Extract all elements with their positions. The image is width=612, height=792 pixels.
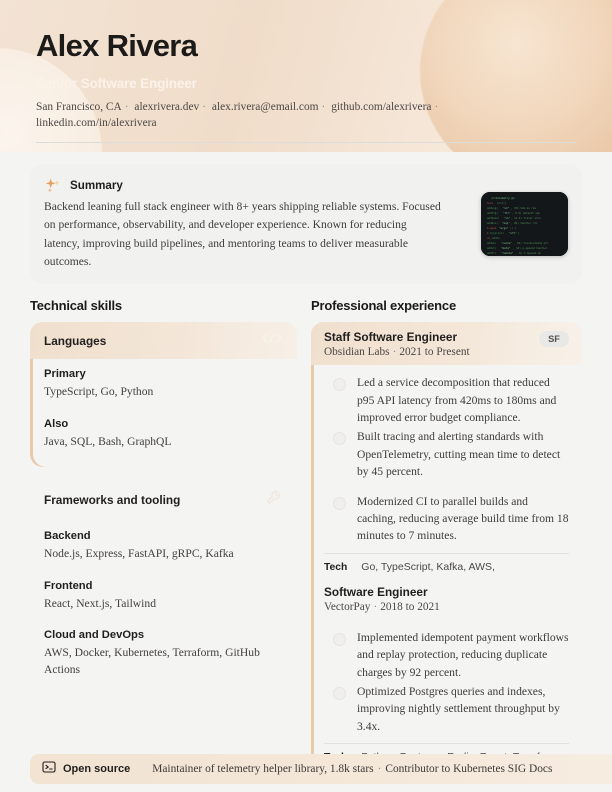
skill-group-value: Node.js, Express, FastAPI, gRPC, Kafka (44, 546, 234, 560)
job-dates: 2021 to Present (399, 346, 470, 359)
skill-group-value: Java, SQL, Bash, GraphQL (44, 435, 172, 449)
header-divider (36, 142, 576, 143)
svg-text:, 64) tracks/deduq ptr: , 64) tracks/deduq ptr (514, 241, 549, 245)
skill-group (44, 368, 283, 401)
experience-card (311, 322, 582, 773)
technical-skills-column (30, 298, 297, 773)
open-source-label: Open source (63, 763, 131, 775)
svg-text:addLog(: addLog( (487, 206, 498, 210)
svg-text:() }: () } (510, 226, 517, 230)
list-item: Modernized CI to parallel builds and caching, reducing average build time from 18 minutes to 7 minutes. (324, 493, 569, 545)
skill-group-label: Primary (44, 368, 86, 381)
svg-text:func: func (487, 201, 494, 205)
summary-card (30, 164, 582, 284)
job-bullet-list (311, 365, 582, 545)
code-brackets-icon (261, 331, 283, 350)
svg-text:"exp": "exp" (502, 221, 510, 225)
contact-location: San Francisco, CA (36, 100, 122, 113)
skill-group-label: Also (44, 418, 69, 431)
svg-text:addLb(: addLb( (487, 241, 497, 245)
open-source-footer (30, 754, 612, 784)
list-item: Built tracing and alerting standards with OpenTelemetry, cutting mean time to detect by 45 percent. (324, 428, 569, 480)
skill-group (44, 418, 283, 451)
svg-text:ui: ui (487, 236, 491, 240)
list-item: Implemented idempotent payment workflows and replay protection, reducing duplicate charges by 92 percent. (324, 629, 569, 681)
svg-text:"remote": "remote" (501, 251, 514, 255)
job-bullet-list (311, 620, 582, 735)
open-source-items (152, 763, 552, 775)
summary-title: Summary (70, 179, 123, 192)
experience-job-header (311, 322, 582, 365)
svg-text:addSpan(: addSpan( (487, 216, 500, 220)
code-editor-thumbnail (481, 192, 568, 256)
job-title: Software Engineer (324, 584, 428, 599)
open-source-badge (42, 760, 152, 779)
svg-text:k: k (487, 231, 489, 235)
job-company: VectorPay (324, 600, 371, 613)
skills-card-languages (30, 322, 297, 467)
header (0, 0, 612, 152)
meta-separator-icon: · (373, 600, 378, 613)
svg-text:m.span: m.span (487, 226, 497, 230)
svg-text:init(): init() (497, 201, 507, 205)
meta-separator-icon: · (392, 346, 397, 359)
open-source-item: Maintainer of telemetry helper library, 1.8k stars (152, 763, 374, 775)
contact-separator-icon: · (434, 100, 439, 113)
svg-text:"args": "args" (499, 226, 509, 230)
contact-separator-icon: · (124, 100, 129, 113)
experience-job-header (311, 583, 582, 620)
svg-text:, 90) handler ctx: , 90) handler ctx (511, 221, 538, 225)
contact-github[interactable]: github.com/alexrivera (331, 100, 432, 113)
list-item: Optimized Postgres queries and indexes, improving nightly settlement throughput by 3.4x. (324, 683, 569, 735)
svg-text:, 0.8) default spn: , 0.8) default spn (512, 211, 541, 215)
skill-group (44, 530, 283, 563)
job-dates: 2018 to 2021 (380, 600, 440, 613)
svg-text:"ttl": "ttl" (503, 211, 511, 215)
svg-text:"metq": "metq" (501, 246, 511, 250)
professional-experience-column (311, 298, 582, 773)
svg-text:mj(procs(: mj(procs( (490, 231, 505, 235)
tech-value: Go, TypeScript, Kafka, AWS, (361, 560, 495, 573)
list-item: Led a service decomposition that reduced p95 API latency from 420ms to 180ms and improved error budget compliance. (324, 374, 569, 426)
tech-label: Tech (324, 561, 348, 573)
svg-text:): ) (518, 231, 520, 235)
contact-linkedin[interactable]: linkedin.com/in/alexrivera (36, 117, 157, 130)
job-title: Staff Software Engineer (324, 330, 458, 345)
job-company: Obsidian Labs (324, 346, 390, 359)
job-meta (324, 346, 470, 358)
svg-text:"ok": "ok" (503, 206, 510, 210)
svg-text:addls: addls (492, 236, 500, 240)
summary-text: Backend leaning full stack engineer with 8+ years shipping reliable systems. Focused on performance, observability, and developer experience. Known for reducing latency, improving build pipelines, and mentoring teams to deliver measurable outcomes. (44, 200, 441, 268)
skill-group-value: AWS, Docker, Kubernetes, Terraform, GitHub Actions (44, 646, 260, 677)
svg-text:addLt(: addLt( (487, 246, 497, 250)
professional-experience-heading: Professional experience (311, 298, 456, 314)
contact-separator-icon: · (202, 100, 207, 113)
sparkle-icon (44, 176, 63, 195)
contact-line (36, 99, 541, 131)
svg-text:, 10) p.append handler: , 10) p.append handler (513, 246, 548, 250)
skill-group-value: React, Next.js, Tailwind (44, 596, 156, 610)
svg-text:addRun(: addRun( (487, 221, 498, 225)
svg-text:</>telemetry.go: </>telemetry.go (491, 196, 515, 200)
svg-text:"v1": "v1" (504, 216, 511, 220)
skills-card-title: Frameworks and tooling (44, 493, 181, 508)
wrench-icon (265, 489, 283, 512)
job-tech-row (311, 554, 582, 583)
svg-text:"utl": "utl" (509, 231, 517, 235)
job-role-subtitle: Senior Software Engineer (36, 75, 197, 91)
status-badge: SF (539, 331, 569, 347)
svg-text:"cache": "cache" (501, 241, 512, 245)
job-meta (324, 601, 440, 613)
svg-text:, 12.4) tracer sink: , 12.4) tracer sink (511, 216, 541, 220)
skill-group-value: TypeScript, Go, Python (44, 385, 154, 399)
footer-separator-icon: · (377, 763, 382, 775)
skills-card-title: Languages (44, 333, 107, 348)
contact-separator-icon: · (321, 100, 326, 113)
skill-group-label: Cloud and DevOps (44, 629, 145, 642)
svg-text:addTr(: addTr( (487, 251, 497, 255)
skill-group (44, 629, 283, 679)
svg-text:addCfg(: addCfg( (487, 211, 498, 215)
page-title: Alex Rivera (36, 28, 198, 63)
skill-group-label: Frontend (44, 579, 93, 592)
terminal-icon (42, 760, 56, 779)
contact-email[interactable]: alex.rivera@email.com (211, 100, 319, 113)
skill-group-label: Backend (44, 529, 91, 542)
skill-group (44, 580, 283, 613)
svg-text:, 8) t.queued ok: , 8) t.queued ok (516, 251, 541, 255)
technical-skills-heading: Technical skills (30, 298, 122, 314)
svg-text:, fmt.Sub.Go res: , fmt.Sub.Go res (511, 206, 536, 210)
contact-website[interactable]: alexrivera.dev (134, 100, 200, 113)
skills-card-frameworks (30, 480, 297, 695)
open-source-item: Contributor to Kubernetes SIG Docs (385, 763, 553, 775)
